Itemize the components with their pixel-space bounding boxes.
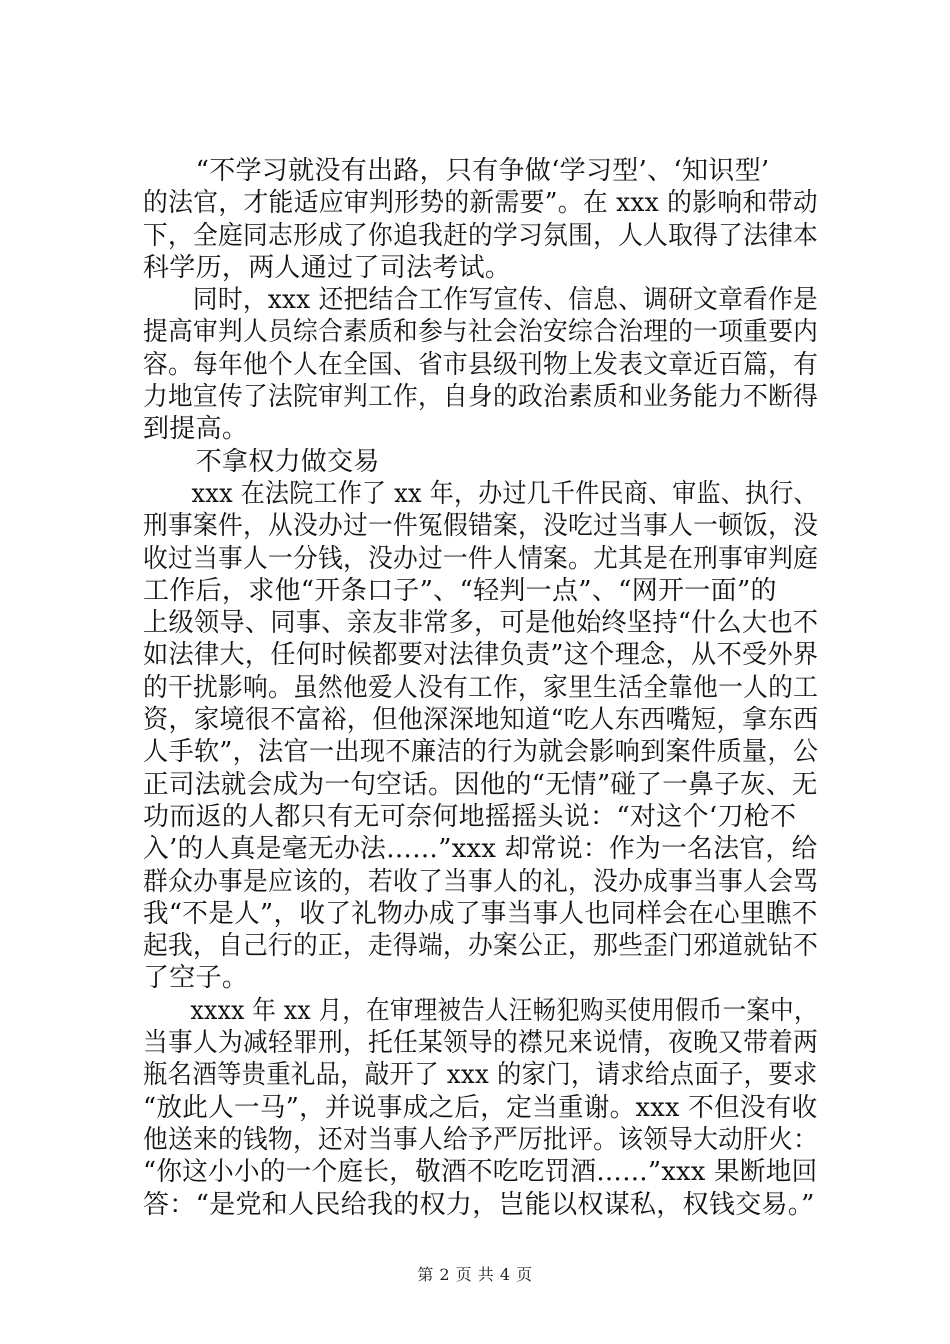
text-line: 工作后，求他“开条口子”、“轻判一点”、“网开一面”的 — [143, 575, 777, 606]
text-line: “放此人一马”，并说事成之后，定当重谢。xxx 不但没有收 — [143, 1092, 818, 1123]
text-line: 资，家境很不富裕，但他深深地知道“吃人东西嘴短，拿东西 — [143, 705, 819, 736]
text-line: 提高审判人员综合素质和参与社会治安综合治理的一项重要内 — [143, 317, 819, 348]
document-body — [143, 155, 818, 1221]
text-line: 当事人为减轻罪刑，托任某领导的襟兄来说情，夜晚又带着两 — [143, 1028, 819, 1059]
text-line: 容。每年他个人在全国、省市县级刊物上发表文章近百篇，有 — [143, 349, 819, 380]
text-line: xxx 在法院工作了 xx 年，办过几千件民商、审监、执行、 — [143, 478, 818, 509]
text-line: “你这小小的一个庭长，敬酒不吃吃罚酒……”xxx 果断地回 — [143, 1157, 818, 1188]
text-line: 到提高。 — [143, 414, 249, 445]
text-line: 功而返的人都只有无可奈何地摇摇头说：“对这个‘刀枪不 — [143, 801, 797, 832]
text-line: 刑事案件，从没办过一件冤假错案，没吃过当事人一顿饭，没 — [143, 511, 819, 542]
text-line: 的法官，才能适应审判形势的新需要”。在 xxx 的影响和带动 — [143, 188, 818, 219]
text-line: 的干扰影响。虽然他爱人没有工作，家里生活全靠他一人的工 — [143, 672, 819, 703]
text-line: “不学习就没有出路，只有争做‘学习型’、‘知识型’ — [143, 156, 770, 186]
text-line: 力地宣传了法院审判工作，自身的政治素质和业务能力不断得 — [143, 382, 819, 413]
text-line: 如法律大，任何时候都要对法律负责”这个理念，从不受外界 — [143, 640, 819, 671]
text-line: 科学历，两人通过了司法考试。 — [143, 252, 512, 283]
text-line: 起我，自己行的正，走得端，办案公正，那些歪门邪道就钻不 — [143, 931, 819, 962]
text-line: 人手软”，法官一出现不廉洁的行为就会影响到案件质量，公 — [143, 737, 819, 768]
text-line: 入’的人真是毫无办法……”xxx 却常说：作为一名法官，给 — [143, 834, 818, 865]
text-line: 同时，xxx 还把结合工作写宣传、信息、调研文章看作是 — [143, 285, 818, 316]
text-line: 下，全庭同志形成了你追我赶的学习氛围，人人取得了法律本 — [143, 220, 819, 251]
text-line: 群众办事是应该的，若收了当事人的礼，没办成事当事人会骂 — [143, 866, 819, 897]
text-line: 不拿权力做交易 — [143, 446, 380, 477]
text-line: 正司法就会成为一句空话。因他的“无情”碰了一鼻子灰、无 — [143, 769, 818, 800]
text-line: 上级领导、同事、亲友非常多，可是他始终坚持“什么大也不 — [143, 608, 819, 639]
page-footer: 第 2 页 共 4 页 — [417, 1265, 533, 1284]
text-line: 了空子。 — [143, 963, 249, 994]
text-line: 我“不是人”，收了礼物办成了事当事人也同样会在心里瞧不 — [143, 898, 818, 929]
text-line: 瓶名酒等贵重礼品，敲开了 xxx 的家门，请求给点面子，要求 — [143, 1060, 818, 1091]
text-line: xxxx 年 xx 月，在审理被告人汪畅犯购买使用假币一案中， — [143, 995, 818, 1026]
text-line: 收过当事人一分钱，没办过一件人情案。尤其是在刑事审判庭 — [143, 543, 819, 574]
text-line: 答：“是党和人民给我的权力，岂能以权谋私，权钱交易。” — [143, 1189, 815, 1220]
text-line: 他送来的钱物，还对当事人给予严厉批评。该领导大动肝火： — [143, 1124, 819, 1155]
